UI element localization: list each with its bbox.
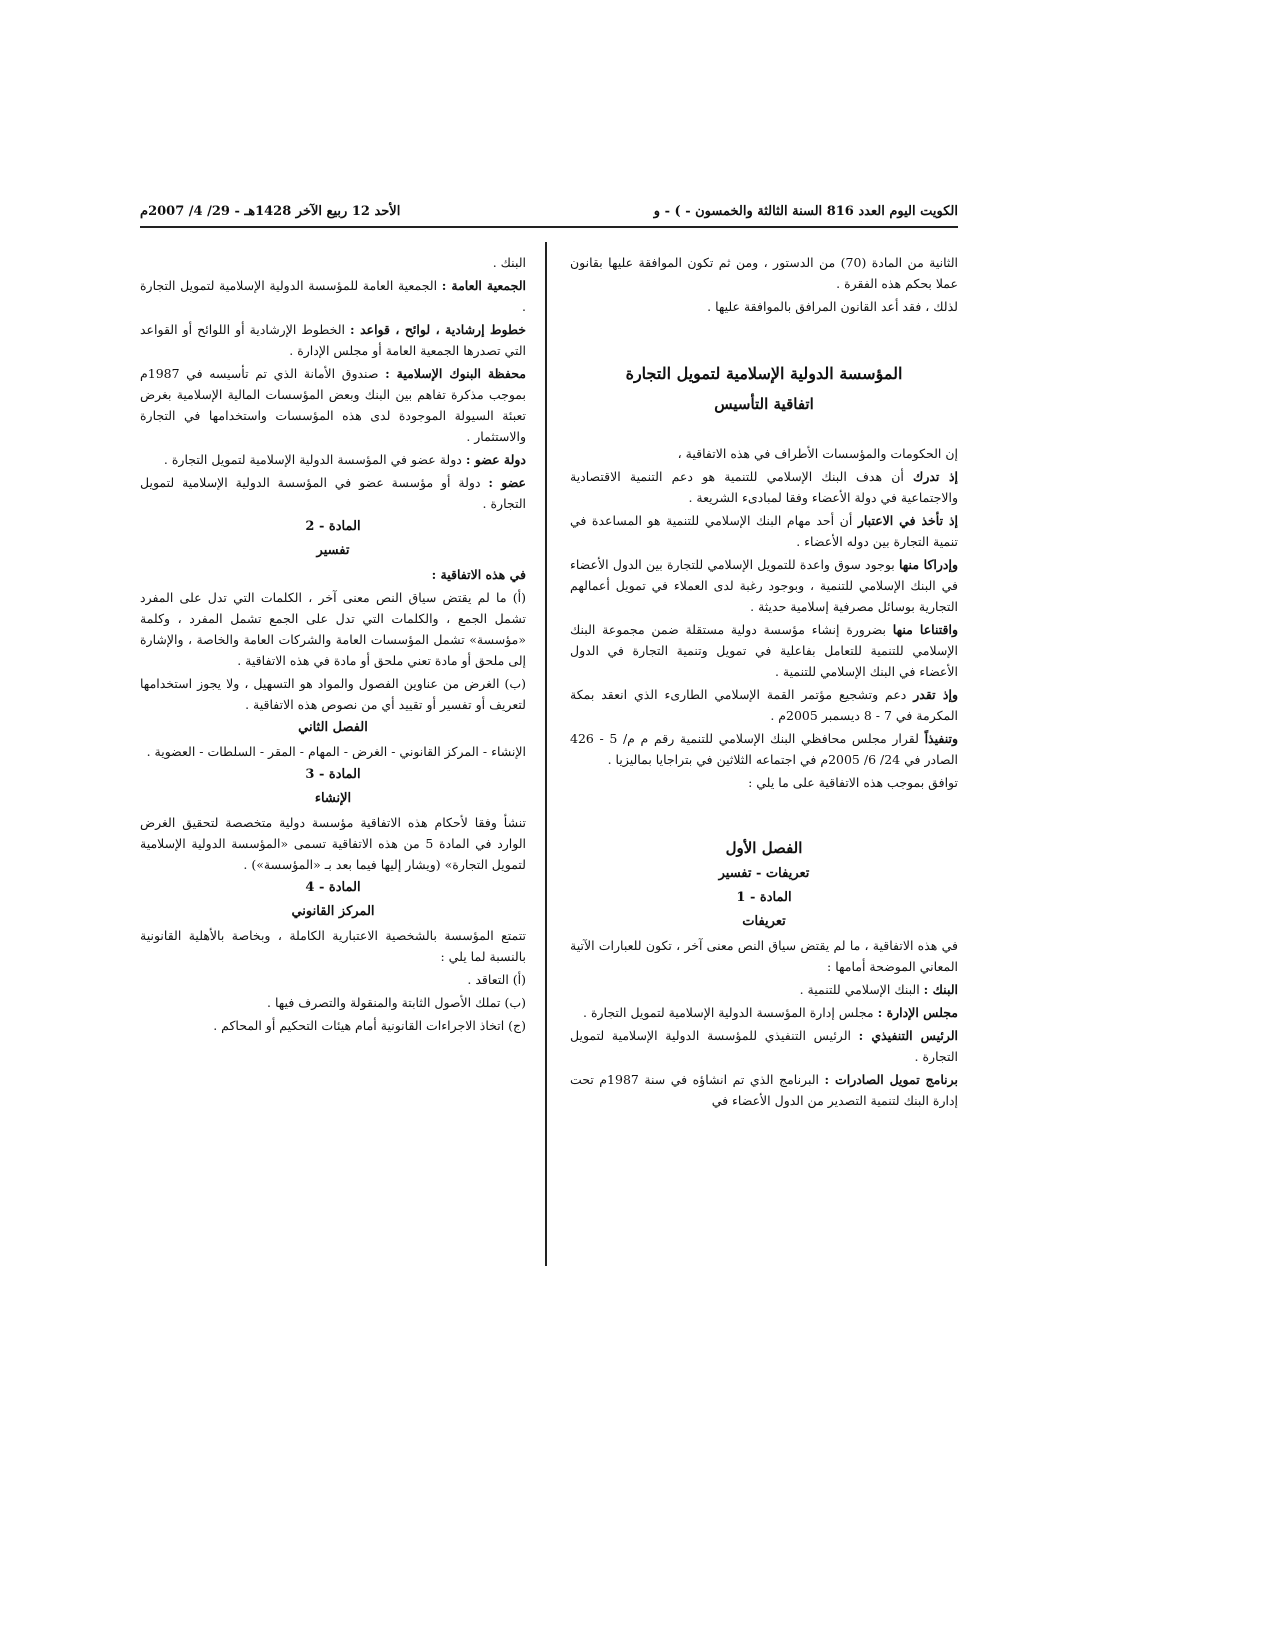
header-date: الأحد 12 ربيع الآخر 1428هـ - 29/ 4/ 2007م (140, 203, 401, 219)
agreement-subtitle: اتفاقية التأسيس (714, 395, 814, 413)
definition: برنامج تمويل الصادرات : البرنامج الذي تم انشاؤه في سنة 1987م تحت إدارة البنك لتنمية التصدير من الدول الأعضاء في (570, 1072, 958, 1108)
clause-keyword: إذ تأخذ في الاعتبار (857, 513, 958, 528)
paragraph: في هذه الاتفاقية : (431, 567, 526, 582)
preamble-clause: واقتناعا منها بضرورة إنشاء مؤسسة دولية مستقلة ضمن مجموعة البنك الإسلامي للتنمية للتعامل بفاعلية في تمويل وتنمية التجارة في الدول الأعضاء في البنك الإسلامي للتنمية . (570, 622, 958, 679)
definition-term: برنامج تمويل الصادرات : (824, 1072, 958, 1087)
definition-term: الرئيس التنفيذي : (858, 1028, 959, 1043)
preamble-clause: وإذ تقدر دعم وتشجيع مؤتمر القمة الإسلامي الطارىء الذي انعقد بمكة المكرمة في 7 - 8 ديسمبر 2005م . (570, 687, 959, 723)
article-number: المادة - 4 (305, 880, 361, 895)
right-column (570, 252, 958, 1113)
clause-keyword: وإذ تقدر (913, 687, 959, 702)
paragraph: الثانية من المادة (70) من الدستور ، ومن ثم تكون الموافقة عليها بقانون عملا بحكم هذه الفقرة . (570, 255, 958, 291)
clause-keyword: وإدراكا منها (898, 557, 958, 572)
preamble-clause: وتنفيذاً لقرار مجلس محافظي البنك الإسلامي للتنمية رقم م م/ 5 - 426 الصادر في 24/ 6/ 2005م في اجتماعه الثلاثين في بتراجايا بماليزيا . (570, 731, 958, 767)
list-item: (ب) تملك الأصول الثابتة والمنقولة والتصرف فيها . (267, 995, 526, 1010)
definition-term: مجلس الإدارة : (877, 1005, 958, 1020)
article-number: المادة - 1 (736, 890, 792, 905)
header-rule (140, 226, 958, 228)
definition-term: عضو : (488, 475, 527, 490)
definition: دولة عضو : دولة عضو في المؤسسة الدولية الإسلامية لتمويل التجارة . (163, 452, 526, 467)
header-issue-info: الكويت اليوم العدد 816 السنة الثالثة والخمسون - ) - و (653, 203, 958, 219)
chapter-subheading: تعريفات - تفسير (718, 866, 810, 881)
clause-keyword: إذ تدرك (913, 469, 958, 484)
article-title: الإنشاء (314, 791, 352, 806)
definition: محفظة البنوك الإسلامية : صندوق الأمانة الذي تم تأسيسه في 1987م بموجب مذكرة تفاهم بين البنك وبعض المؤسسات المالية الإسلامية بغرض تعبئة السيولة الموجودة لدى هذه المؤسسات واستخدامها في التجارة والاستثمار . (140, 366, 526, 444)
preamble-clause: إذ تأخذ في الاعتبار أن أحد مهام البنك الإسلامي للتنمية هو المساعدة في تنمية التجارة بين دوله الأعضاء . (570, 513, 958, 549)
agreement-title: المؤسسة الدولية الإسلامية لتمويل التجارة (625, 364, 903, 383)
column-divider (545, 242, 547, 1266)
paragraph: في هذه الاتفاقية ، ما لم يقتض سياق النص معنى آخر ، تكون للعبارات الآتية المعاني الموضحة أمامها : (570, 938, 958, 974)
article-number: المادة - 2 (305, 519, 361, 534)
definition: الجمعية العامة : الجمعية العامة للمؤسسة الدولية الإسلامية لتمويل التجارة . (140, 278, 526, 314)
left-column (140, 252, 526, 1038)
article-title: المركز القانوني (291, 904, 375, 919)
article-title: تعريفات (742, 914, 786, 929)
paragraph: البنك . (492, 255, 526, 270)
definition-term: البنك : (923, 982, 958, 997)
article-title: تفسير (316, 543, 350, 558)
chapter-heading: الفصل الثاني (298, 720, 368, 735)
page-header (140, 200, 958, 222)
list-item: (ج) اتخاذ الاجراءات القانونية أمام هيئات التحكيم أو المحاكم . (213, 1018, 526, 1033)
paragraph: (أ) ما لم يقتض سياق النص معنى آخر ، الكلمات التي تدل على المفرد تشمل الجمع ، والكلمات التي تدل على الجمع تشمل المفرد ، وكلمة «مؤسسة» تشمل المؤسسات العامة والشركات العامة والخاصة ، والإشارة إلى ملحق أو مادة تعني ملحق أو مادة في هذه الاتفاقية . (140, 590, 526, 668)
definition: البنك : البنك الإسلامي للتنمية . (799, 982, 958, 997)
paragraph: تنشأ وفقا لأحكام هذه الاتفاقية مؤسسة دولية متخصصة لتحقيق الغرض الوارد في المادة 5 من هذه الاتفاقية تسمى «المؤسسة الدولية الإسلامية لتمويل التجارة» (ويشار إليها فيما بعد بـ «المؤسسة») . (140, 815, 527, 872)
chapter-heading: الفصل الأول (725, 839, 803, 857)
clause-keyword: واقتناعا منها (892, 622, 958, 637)
paragraph: لذلك ، فقد أعد القانون المرافق بالموافقة عليها . (707, 299, 958, 314)
definition-term: محفظة البنوك الإسلامية : (385, 366, 526, 381)
definition: الرئيس التنفيذي : الرئيس التنفيذي للمؤسسة الدولية الإسلامية لتمويل التجارة . (570, 1028, 959, 1064)
definition-term: الجمعية العامة : (441, 278, 526, 293)
chapter-subheading: الإنشاء - المركز القانوني - الغرض - المهام - المقر - السلطات - العضوية . (146, 744, 526, 759)
clause-keyword: وتنفيذاً (924, 731, 958, 746)
definition: خطوط إرشادية ، لوائح ، قواعد : الخطوط الإرشادية أو اللوائح أو القواعد التي تصدرها الجمعية العامة أو مجلس الإدارة . (140, 322, 526, 358)
list-item: (أ) التعاقد . (467, 972, 526, 987)
paragraph: تتمتع المؤسسة بالشخصية الاعتبارية الكاملة ، وبخاصة بالأهلية القانونية بالنسبة لما يلي : (140, 928, 526, 964)
definition: عضو : دولة أو مؤسسة عضو في المؤسسة الدولية الإسلامية لتمويل التجارة . (140, 475, 527, 511)
agreement-statement: توافق بموجب هذه الاتفاقية على ما يلي : (748, 775, 958, 790)
paragraph: (ب) الغرض من عناوين الفصول والمواد هو التسهيل ، ولا يجوز استخدامها لتعريف أو تفسير أو تقييد أي من نصوص هذه الاتفاقية . (140, 676, 526, 712)
preamble-clause: إذ تدرك أن هدف البنك الإسلامي للتنمية هو دعم التنمية الاقتصادية والاجتماعية في دولة الأعضاء وفقا لمبادىء الشريعة . (570, 469, 958, 505)
definition: مجلس الإدارة : مجلس إدارة المؤسسة الدولية الإسلامية لتمويل التجارة . (583, 1005, 958, 1020)
definition-term: خطوط إرشادية ، لوائح ، قواعد : (350, 322, 526, 337)
definition-term: دولة عضو : (465, 452, 526, 467)
article-number: المادة - 3 (305, 767, 361, 782)
preamble-clause: وإدراكا منها بوجود سوق واعدة للتمويل الإسلامي للتجارة بين الدول الأعضاء في البنك الإسلامي للتنمية ، وبوجود رغبة لدى العملاء في تمويل أعمالهم التجارية بوسائل مصرفية إسلامية حديثة . (570, 557, 958, 614)
preamble-intro: إن الحكومات والمؤسسات الأطراف في هذه الاتفاقية ، (677, 446, 958, 461)
